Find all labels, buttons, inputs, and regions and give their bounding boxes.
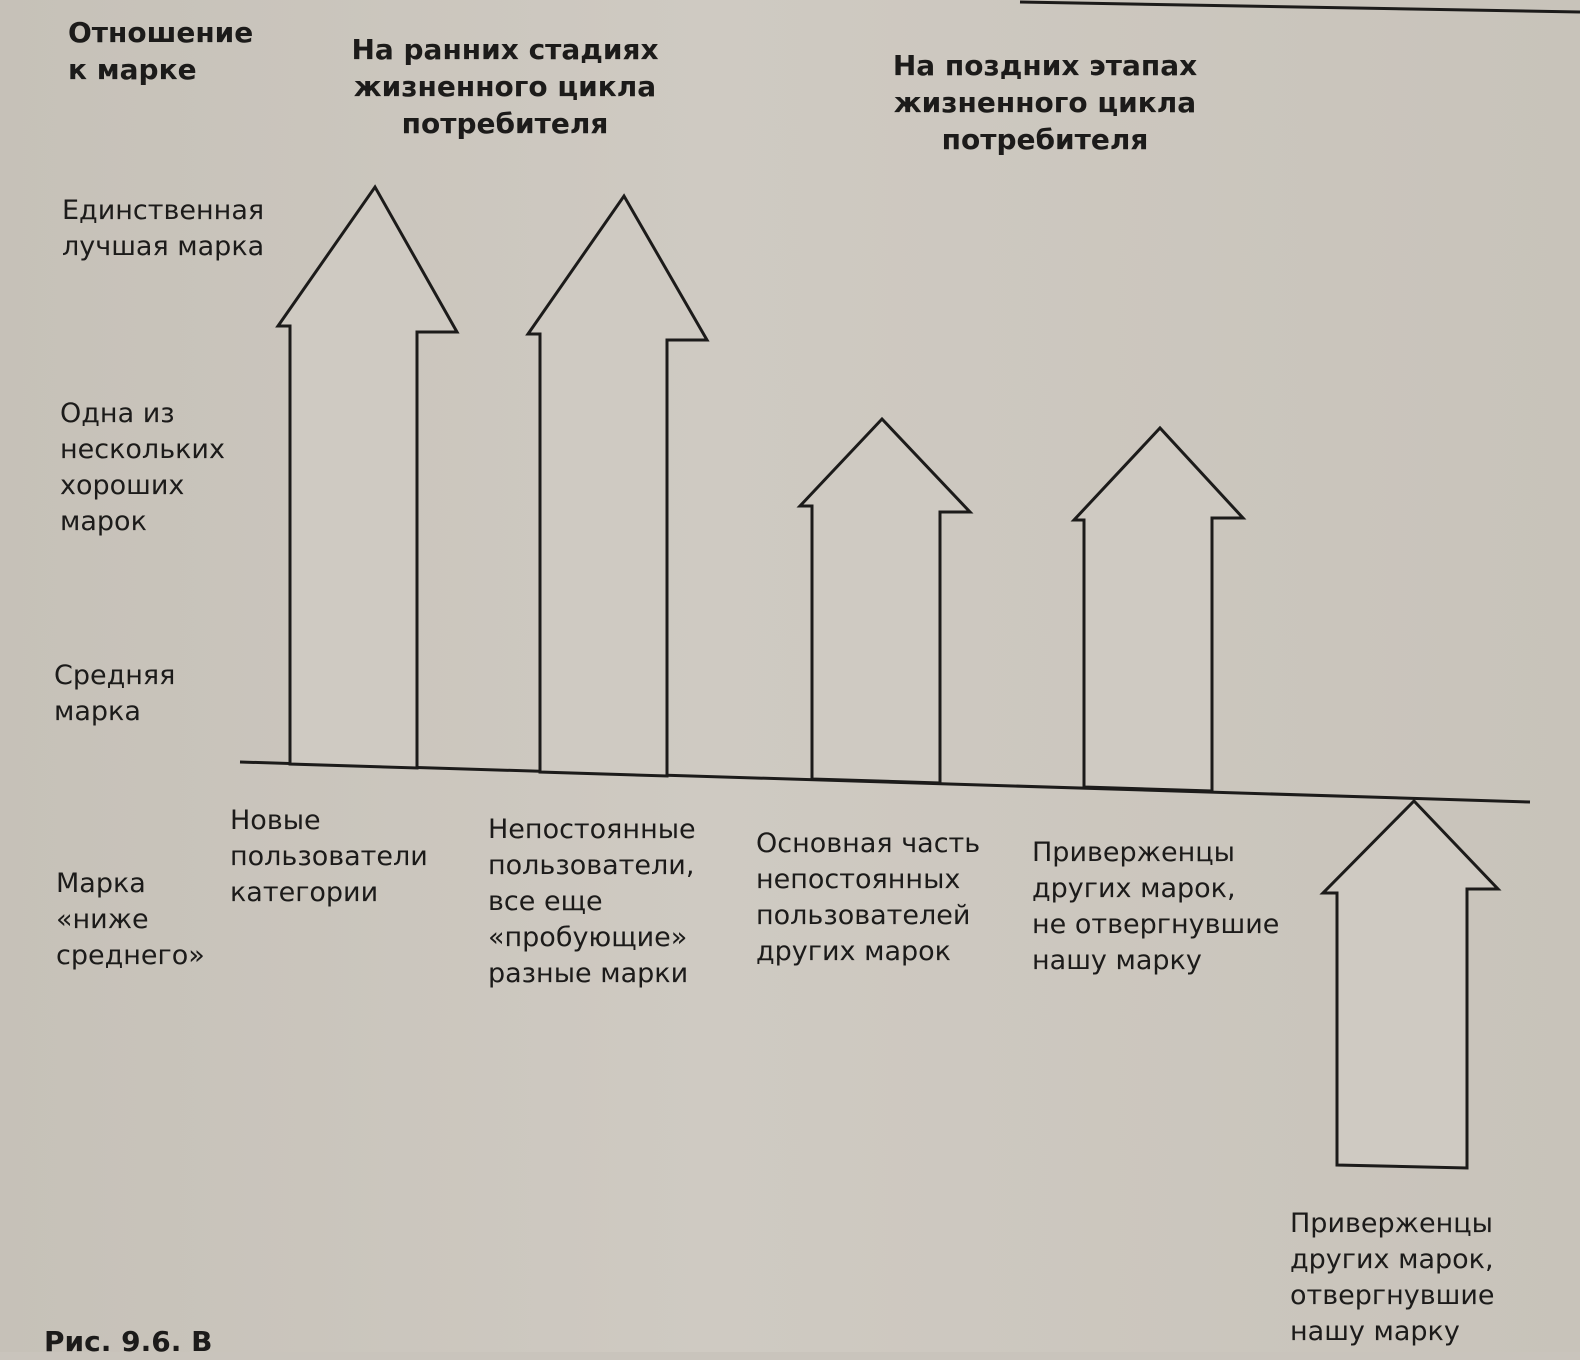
group-label-loyal-rejecting: Приверженцы других марок, отвергнувшие нашу марку bbox=[1290, 1208, 1495, 1347]
level-label-below-average: Марка «ниже среднего» bbox=[56, 868, 205, 971]
arrow-other-fickle-users bbox=[800, 419, 970, 783]
group-label-other-fickle-users: Основная часть непостоянных пользователей других марок bbox=[756, 828, 981, 967]
top-rule bbox=[1020, 2, 1580, 12]
early-stage-header: На ранних стадиях жизненного цикла потребителя bbox=[351, 33, 659, 140]
axis-title: Отношение к марке bbox=[68, 16, 254, 86]
figure-caption: Рис. 9.6. В bbox=[44, 1325, 213, 1358]
group-label-new-users: Новые пользователи категории bbox=[230, 805, 428, 908]
group-label-fickle-users: Непостоянные пользователи, все еще «пробующие» разные марки bbox=[488, 814, 696, 989]
arrow-loyal-rejecting bbox=[1323, 801, 1498, 1168]
late-stage-header: На поздних этапах жизненного цикла потребителя bbox=[892, 49, 1198, 156]
level-label-average: Средняя марка bbox=[54, 660, 176, 727]
level-label-one-of-several: Одна из нескольких хороших марок bbox=[60, 398, 225, 537]
arrow-fickle-users bbox=[528, 196, 707, 776]
group-label-loyal-not-rejecting: Приверженцы других марок, не отвергнувшие нашу марку bbox=[1032, 837, 1280, 976]
level-label-best: Единственная лучшая марка bbox=[62, 195, 265, 262]
arrow-loyal-not-rejecting bbox=[1074, 428, 1243, 791]
arrow-new-users bbox=[278, 187, 457, 768]
